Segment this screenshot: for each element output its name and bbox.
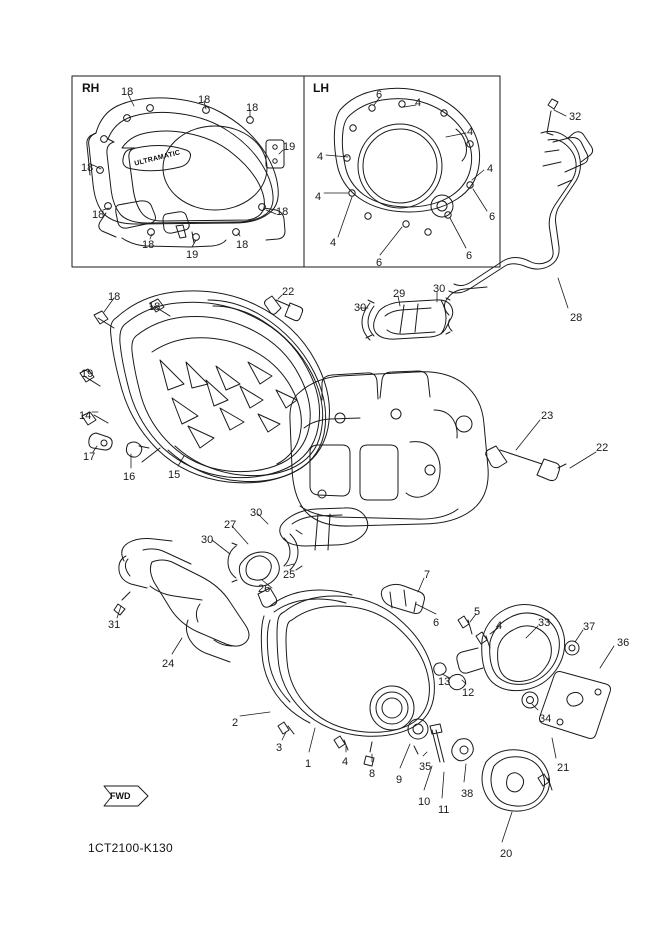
callout-number: 17: [83, 451, 96, 463]
callout-number: 19: [186, 249, 199, 261]
callout-number: 18: [92, 209, 105, 221]
callout-number: 28: [570, 312, 583, 324]
callout-number: 18: [246, 102, 259, 114]
callout-number: 4: [330, 237, 337, 249]
callout-number: 14: [79, 410, 92, 422]
callout-number: 24: [162, 658, 175, 670]
callout-number: 18: [276, 206, 289, 218]
callout-number: 6: [433, 617, 440, 629]
callout-number: 16: [123, 471, 136, 483]
callout-number: 4: [317, 151, 324, 163]
callout-number: 22: [282, 286, 295, 298]
callout-number: 18: [148, 301, 161, 313]
callout-number: 29: [393, 288, 406, 300]
callout-number: 18: [198, 94, 211, 106]
callout-number: 18: [142, 239, 155, 251]
callout-number: 12: [462, 687, 475, 699]
callout-number: 5: [474, 606, 481, 618]
callout-number: 13: [438, 676, 451, 688]
callout-number: 1: [305, 758, 312, 770]
callout-number: 30: [201, 534, 214, 546]
callout-number: 19: [283, 141, 296, 153]
callout-number: 6: [489, 211, 496, 223]
callout-number: 2: [232, 717, 239, 729]
callout-number: 10: [418, 796, 431, 808]
callout-number: 6: [376, 257, 383, 269]
callout-number: 27: [224, 519, 237, 531]
callout-number: 19: [81, 368, 94, 380]
callout-number: 23: [541, 410, 554, 422]
callout-number: 4: [487, 163, 494, 175]
callout-number: 37: [583, 621, 596, 633]
callout-number: 7: [424, 569, 431, 581]
callout-number: 4: [315, 191, 322, 203]
callout-number: 33: [538, 617, 551, 629]
callout-number: 34: [539, 713, 552, 725]
callout-number: 6: [466, 250, 473, 262]
callout-number: 30: [433, 283, 446, 295]
callout-number: 31: [108, 619, 121, 631]
callout-number: 18: [236, 239, 249, 251]
callout-number: 18: [81, 162, 94, 174]
callout-number: 35: [419, 761, 432, 773]
fwd-marker-label: FWD: [110, 791, 131, 801]
callout-number: 36: [617, 637, 630, 649]
callout-number: 4: [496, 620, 503, 632]
callout-number: 22: [596, 442, 609, 454]
callout-number: 4: [342, 756, 349, 768]
callout-number: 32: [569, 111, 582, 123]
callout-number: 11: [438, 804, 450, 816]
callout-number: 6: [376, 89, 383, 101]
callout-number: 4: [467, 126, 474, 138]
part-number-code: 1CT2100-K130: [88, 841, 173, 855]
callout-number: 21: [557, 762, 570, 774]
callout-number: 4: [415, 97, 422, 109]
callout-number: 38: [461, 788, 474, 800]
inset-label-lh: LH: [313, 81, 329, 95]
callout-number: 20: [500, 848, 513, 860]
callout-number: 18: [108, 291, 121, 303]
callout-number: 3: [276, 742, 283, 754]
callout-number: 9: [396, 774, 403, 786]
callout-number: 25: [283, 569, 296, 581]
callout-number: 26: [258, 583, 271, 595]
callout-number: 15: [168, 469, 181, 481]
callout-number: 30: [354, 302, 367, 314]
inset-label-rh: RH: [82, 81, 100, 95]
callout-number: 8: [369, 768, 376, 780]
callout-number: 30: [250, 507, 263, 519]
callout-number: 18: [121, 86, 134, 98]
cover-brand-text: ULTRAMATIC: [133, 149, 181, 168]
